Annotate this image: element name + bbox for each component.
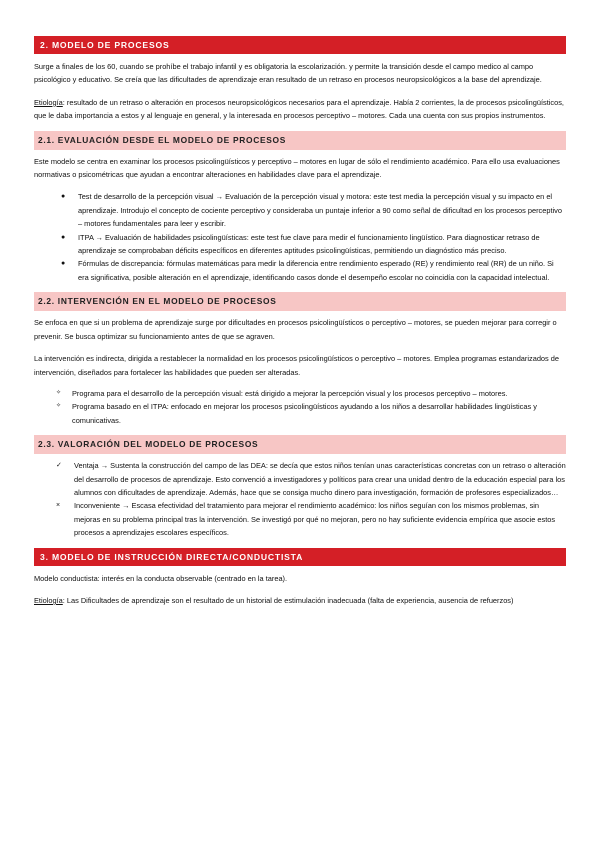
list-item: ● ITPA → Evaluación de habilidades psicolingüísticas: este test fue clave para medir el funcionamiento lingüístico. Para diagnosticar retraso de aprendizaje se comprobaban déficits específicos en diferentes aptitudes psicolingüísticas, permitiendo un diagnóstico más preciso. bbox=[61, 232, 540, 256]
document-page bbox=[34, 36, 566, 607]
list-item: ✧ Programa basado en el ITPA: enfocado en mejorar los procesos psicolingüísticos ayudando a los niños a desarrollar habilidades lingüísticas y comunicativas. bbox=[56, 402, 537, 425]
list-item: × Inconveniente → Escasa efectividad del tratamiento para mejorar el rendimiento académico: los niños seguían con los mismos problemas, sin mejoras en su problema principal tras la intervención. Se investigó por qué no mejoran, pero no hay suficiente evidencia empírica que asocie estos procesos a aprendizajes escolares específicos. bbox=[56, 501, 556, 538]
list-item: ● Test de desarrollo de la percepción visual → Evaluación de la percepción visual y motora: este test media la percepción visual y su impacto en el aprendizaje. Introdujo el concepto de cociente perceptivo y consideraba un puntaje inferior a 90 como señal de dificultad en los procesos perceptivo – motores fundamentales para leer y escribir. bbox=[61, 192, 562, 229]
intervention-list bbox=[34, 387, 566, 427]
section-2-3-heading: 2.3. VALORACIÓN DEL MODELO DE PROCESOS bbox=[34, 435, 566, 454]
section-2-1-heading: 2.1. EVALUACIÓN DESDE EL MODELO DE PROCESOS bbox=[34, 131, 566, 150]
section-2-etiologia bbox=[34, 96, 566, 123]
checkmark-icon: ✓ bbox=[56, 462, 62, 470]
section-2-heading: 2. MODELO DE PROCESOS bbox=[34, 36, 566, 54]
list-item: ✧ Programa para el desarrollo de la percepción visual: está dirigido a mejorar la percepción visual y los procesos perceptivo – motores. bbox=[34, 387, 566, 400]
section-2-2-p1: Se enfoca en que si un problema de aprendizaje surge por dificultades en procesos psicolingüísticos o perceptivo – motores, se pueden mejorar para corregir o prevenir. Se busca optimizar su funcionamiento antes de que se agraven. bbox=[34, 318, 557, 341]
cross-icon: × bbox=[56, 502, 61, 510]
section-3-heading: 3. MODELO DE INSTRUCCIÓN DIRECTA/CONDUCTISTA bbox=[34, 548, 566, 566]
section-2-1-intro: Este modelo se centra en examinar los procesos psicolingüísticos y perceptivo – motores en lugar de sólo el rendimiento académico. Para ello usa evaluaciones normativas o psicométricas que ayudan a encontrar alteraciones en habilidades clave para el aprendizaje. bbox=[34, 156, 560, 180]
section-3-p1: Modelo conductista: interés en la conducta observable (centrado en la tarea). bbox=[34, 573, 288, 583]
etiologia-label: Etiología bbox=[34, 595, 63, 605]
section-3-etiologia bbox=[34, 594, 566, 607]
evaluation-list bbox=[34, 190, 566, 284]
etiologia-text: : resultado de un retraso o alteración en procesos neuropsicológicos necesarios para el aprendizaje. Había 2 corrientes, la de procesos psicolingüísticos, que le daba importancia a estos y al lenguaje en general, y la interesada en procesos perceptivo – motores. Cada una cuenta con sus propios instrumentos. bbox=[34, 97, 564, 121]
bullet-dot-icon: ● bbox=[61, 260, 66, 268]
etiologia-text: : Las Dificultades de aprendizaje son el resultado de un historial de estimulación inadecuada (falta de experiencia, ausencia de refuerzos) bbox=[62, 595, 514, 605]
valoracion-list bbox=[34, 459, 566, 539]
bullet-star-icon: ✧ bbox=[56, 403, 62, 410]
section-2-2-heading: 2.2. INTERVENCIÓN EN EL MODELO DE PROCESOS bbox=[34, 292, 566, 311]
list-item: ✓ Ventaja → Sustenta la construcción del campo de las DEA: se decía que estos niños tenían unas características concretas con un retraso o alteración del desarrollo de procesos de aprendizaje. Esto convenció a investigadores y políticos para crear una unidad dentro de la educación especial para los alumnos con dificultades de aprendizaje. Además, hace que se consiga mucho dinero para investigación, formación de profesores especializados… bbox=[56, 461, 566, 497]
list-item: ● Fórmulas de discrepancia: fórmulas matemáticas para medir la diferencia entre rendimiento esperado (RE) y rendimiento real (RR) de un niño. Si era significativa, posible alteración en el aprendizaje, identificando casos donde el desempeño escolar no coincidía con la capacidad intelectual. bbox=[61, 259, 554, 282]
etiologia-label: Etiología bbox=[34, 97, 63, 107]
section-2-intro: Surge a finales de los 60, cuando se prohíbe el trabajo infantil y es obligatoria la escolarización. y permite la transición desde el campo medico al campo psicológico y educativo. Se creía que las dificultades de aprendizaje eran resultado de un retraso en procesos neuropsicológicos a la base del aprendizaje. bbox=[34, 62, 542, 85]
bullet-dot-icon: ● bbox=[61, 233, 66, 241]
bullet-star-icon: ✧ bbox=[56, 389, 62, 396]
section-2-2-p2: La intervención es indirecta, dirigida a restablecer la normalidad en los procesos psicolingüísticos o perceptivo – motores. Emplea programas estandarizados de intervención, diseñados para fortalecer las habilidades que pueden ser alteradas. bbox=[34, 354, 560, 377]
bullet-dot-icon: ● bbox=[61, 193, 66, 201]
